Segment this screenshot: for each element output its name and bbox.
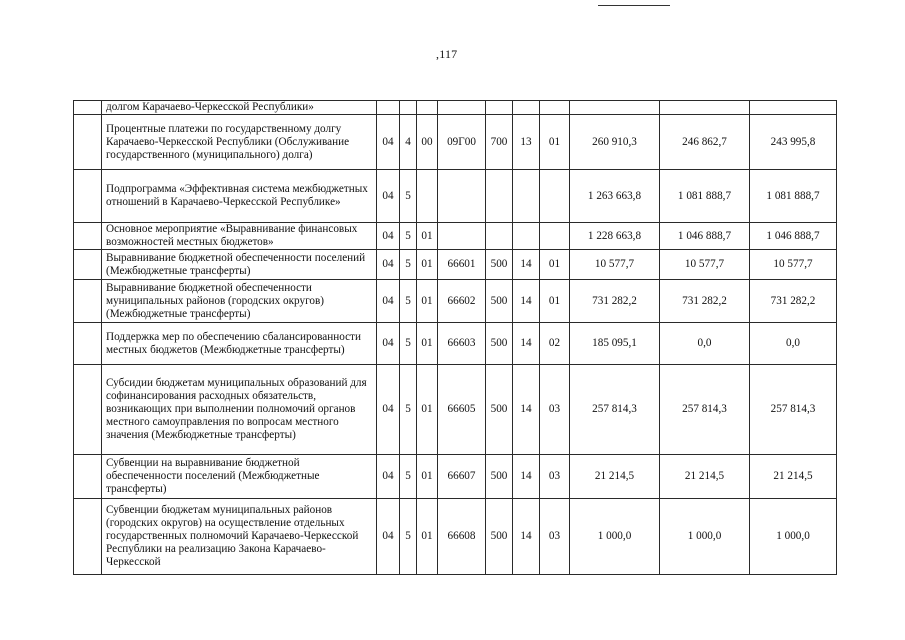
chapter-code-cell: 14 bbox=[513, 280, 540, 323]
direction-code-cell: 66602 bbox=[438, 280, 486, 323]
subsection-code-cell: 01 bbox=[540, 250, 570, 280]
direction-code-cell: 66603 bbox=[438, 323, 486, 365]
section-code-cell: 04 bbox=[377, 323, 400, 365]
chapter-code-cell bbox=[513, 170, 540, 223]
amount-year-3-cell: 21 214,5 bbox=[750, 455, 837, 499]
expense-type-code-cell: 500 bbox=[486, 280, 513, 323]
expense-type-code-cell: 500 bbox=[486, 499, 513, 575]
measure-code-cell: 01 bbox=[417, 455, 438, 499]
chapter-code-cell: 14 bbox=[513, 499, 540, 575]
amount-year-1-cell: 10 577,7 bbox=[570, 250, 660, 280]
table-row bbox=[74, 323, 837, 365]
chapter-code-cell: 14 bbox=[513, 250, 540, 280]
subprogram-code-cell: 5 bbox=[400, 365, 417, 455]
row-margin-cell bbox=[74, 115, 102, 170]
subsection-code-cell bbox=[540, 170, 570, 223]
subsection-code-cell: 01 bbox=[540, 115, 570, 170]
amount-year-3-cell bbox=[750, 101, 837, 115]
subprogram-code-cell: 5 bbox=[400, 455, 417, 499]
amount-year-1-cell: 1 000,0 bbox=[570, 499, 660, 575]
expense-type-code-cell bbox=[486, 170, 513, 223]
chapter-code-cell bbox=[513, 101, 540, 115]
amount-year-1-cell: 185 095,1 bbox=[570, 323, 660, 365]
direction-code-cell bbox=[438, 223, 486, 250]
expense-type-code-cell: 500 bbox=[486, 365, 513, 455]
amount-year-3-cell: 1 046 888,7 bbox=[750, 223, 837, 250]
section-code-cell: 04 bbox=[377, 223, 400, 250]
amount-year-3-cell: 243 995,8 bbox=[750, 115, 837, 170]
amount-year-3-cell: 731 282,2 bbox=[750, 280, 837, 323]
amount-year-2-cell: 1 000,0 bbox=[660, 499, 750, 575]
measure-code-cell: 00 bbox=[417, 115, 438, 170]
row-margin-cell bbox=[74, 499, 102, 575]
row-name-cell: Субвенции на выравнивание бюджетной обеспеченности поселений (Межбюджетные трансферты) bbox=[102, 455, 377, 499]
amount-year-1-cell: 731 282,2 bbox=[570, 280, 660, 323]
measure-code-cell: 01 bbox=[417, 223, 438, 250]
amount-year-3-cell: 0,0 bbox=[750, 323, 837, 365]
row-margin-cell bbox=[74, 101, 102, 115]
amount-year-2-cell: 1 046 888,7 bbox=[660, 223, 750, 250]
direction-code-cell: 66605 bbox=[438, 365, 486, 455]
subsection-code-cell: 03 bbox=[540, 499, 570, 575]
table-row bbox=[74, 455, 837, 499]
amount-year-1-cell: 257 814,3 bbox=[570, 365, 660, 455]
row-margin-cell bbox=[74, 250, 102, 280]
table-row bbox=[74, 170, 837, 223]
row-margin-cell bbox=[74, 170, 102, 223]
subprogram-code-cell: 5 bbox=[400, 499, 417, 575]
measure-code-cell: 01 bbox=[417, 250, 438, 280]
section-code-cell: 04 bbox=[377, 499, 400, 575]
row-name-cell: Субсидии бюджетам муниципальных образований для софинансирования расходных обязательств, возникающих при выполнении полномочий органов местного самоуправления по вопросам местного значения (Межбюджетные трансферты) bbox=[102, 365, 377, 455]
table-row bbox=[74, 250, 837, 280]
expense-type-code-cell bbox=[486, 223, 513, 250]
amount-year-2-cell: 21 214,5 bbox=[660, 455, 750, 499]
subsection-code-cell: 02 bbox=[540, 323, 570, 365]
measure-code-cell: 01 bbox=[417, 499, 438, 575]
direction-code-cell bbox=[438, 170, 486, 223]
direction-code-cell: 66608 bbox=[438, 499, 486, 575]
amount-year-2-cell: 1 081 888,7 bbox=[660, 170, 750, 223]
amount-year-2-cell: 246 862,7 bbox=[660, 115, 750, 170]
subprogram-code-cell: 5 bbox=[400, 250, 417, 280]
row-margin-cell bbox=[74, 280, 102, 323]
direction-code-cell bbox=[438, 101, 486, 115]
measure-code-cell: 01 bbox=[417, 365, 438, 455]
row-margin-cell bbox=[74, 365, 102, 455]
direction-code-cell: 09Г00 bbox=[438, 115, 486, 170]
row-margin-cell bbox=[74, 455, 102, 499]
subprogram-code-cell bbox=[400, 101, 417, 115]
subsection-code-cell: 01 bbox=[540, 280, 570, 323]
page-number: ,117 bbox=[436, 47, 458, 61]
amount-year-1-cell: 21 214,5 bbox=[570, 455, 660, 499]
expense-type-code-cell bbox=[486, 101, 513, 115]
row-name-cell: Субвенции бюджетам муниципальных районов (городских округов) на осуществление отдельных государственных полномочий Карачаево-Черкесской Республики на реализацию Закона Карачаево-Черкесской bbox=[102, 499, 377, 575]
amount-year-3-cell: 10 577,7 bbox=[750, 250, 837, 280]
row-name-cell: Подпрограмма «Эффективная система межбюджетных отношений в Карачаево-Черкесской Республике» bbox=[102, 170, 377, 223]
subsection-code-cell bbox=[540, 101, 570, 115]
subsection-code-cell bbox=[540, 223, 570, 250]
chapter-code-cell: 13 bbox=[513, 115, 540, 170]
table-row bbox=[74, 115, 837, 170]
budget-table bbox=[73, 100, 837, 575]
expense-type-code-cell: 500 bbox=[486, 323, 513, 365]
subprogram-code-cell: 5 bbox=[400, 170, 417, 223]
section-code-cell: 04 bbox=[377, 250, 400, 280]
expense-type-code-cell: 500 bbox=[486, 250, 513, 280]
subprogram-code-cell: 5 bbox=[400, 223, 417, 250]
section-code-cell: 04 bbox=[377, 115, 400, 170]
measure-code-cell bbox=[417, 170, 438, 223]
top-decorative-line bbox=[598, 5, 670, 6]
direction-code-cell: 66607 bbox=[438, 455, 486, 499]
measure-code-cell: 01 bbox=[417, 323, 438, 365]
amount-year-2-cell bbox=[660, 101, 750, 115]
section-code-cell: 04 bbox=[377, 280, 400, 323]
amount-year-1-cell bbox=[570, 101, 660, 115]
amount-year-2-cell: 731 282,2 bbox=[660, 280, 750, 323]
section-code-cell: 04 bbox=[377, 170, 400, 223]
row-name-cell: долгом Карачаево-Черкесской Республики» bbox=[102, 101, 377, 115]
section-code-cell bbox=[377, 101, 400, 115]
table-row bbox=[74, 223, 837, 250]
row-margin-cell bbox=[74, 223, 102, 250]
chapter-code-cell bbox=[513, 223, 540, 250]
amount-year-1-cell: 1 263 663,8 bbox=[570, 170, 660, 223]
row-margin-cell bbox=[74, 323, 102, 365]
table-row bbox=[74, 365, 837, 455]
amount-year-2-cell: 0,0 bbox=[660, 323, 750, 365]
measure-code-cell bbox=[417, 101, 438, 115]
amount-year-2-cell: 10 577,7 bbox=[660, 250, 750, 280]
expense-type-code-cell: 500 bbox=[486, 455, 513, 499]
measure-code-cell: 01 bbox=[417, 280, 438, 323]
row-name-cell: Выравнивание бюджетной обеспеченности муниципальных районов (городских округов) (Межбюджетные трансферты) bbox=[102, 280, 377, 323]
amount-year-1-cell: 1 228 663,8 bbox=[570, 223, 660, 250]
row-name-cell: Поддержка мер по обеспечению сбалансированности местных бюджетов (Межбюджетные трансферты) bbox=[102, 323, 377, 365]
amount-year-3-cell: 257 814,3 bbox=[750, 365, 837, 455]
chapter-code-cell: 14 bbox=[513, 455, 540, 499]
table-row bbox=[74, 101, 837, 115]
subsection-code-cell: 03 bbox=[540, 455, 570, 499]
row-name-cell: Основное мероприятие «Выравнивание финансовых возможностей местных бюджетов» bbox=[102, 223, 377, 250]
subsection-code-cell: 03 bbox=[540, 365, 570, 455]
amount-year-3-cell: 1 081 888,7 bbox=[750, 170, 837, 223]
subprogram-code-cell: 4 bbox=[400, 115, 417, 170]
subprogram-code-cell: 5 bbox=[400, 280, 417, 323]
row-name-cell: Выравнивание бюджетной обеспеченности поселений (Межбюджетные трансферты) bbox=[102, 250, 377, 280]
chapter-code-cell: 14 bbox=[513, 323, 540, 365]
row-name-cell: Процентные платежи по государственному долгу Карачаево-Черкесской Республики (Обслуживание государственного (муниципального) долга) bbox=[102, 115, 377, 170]
amount-year-1-cell: 260 910,3 bbox=[570, 115, 660, 170]
amount-year-3-cell: 1 000,0 bbox=[750, 499, 837, 575]
expense-type-code-cell: 700 bbox=[486, 115, 513, 170]
section-code-cell: 04 bbox=[377, 455, 400, 499]
direction-code-cell: 66601 bbox=[438, 250, 486, 280]
table-row bbox=[74, 280, 837, 323]
subprogram-code-cell: 5 bbox=[400, 323, 417, 365]
amount-year-2-cell: 257 814,3 bbox=[660, 365, 750, 455]
table-row bbox=[74, 499, 837, 575]
section-code-cell: 04 bbox=[377, 365, 400, 455]
chapter-code-cell: 14 bbox=[513, 365, 540, 455]
